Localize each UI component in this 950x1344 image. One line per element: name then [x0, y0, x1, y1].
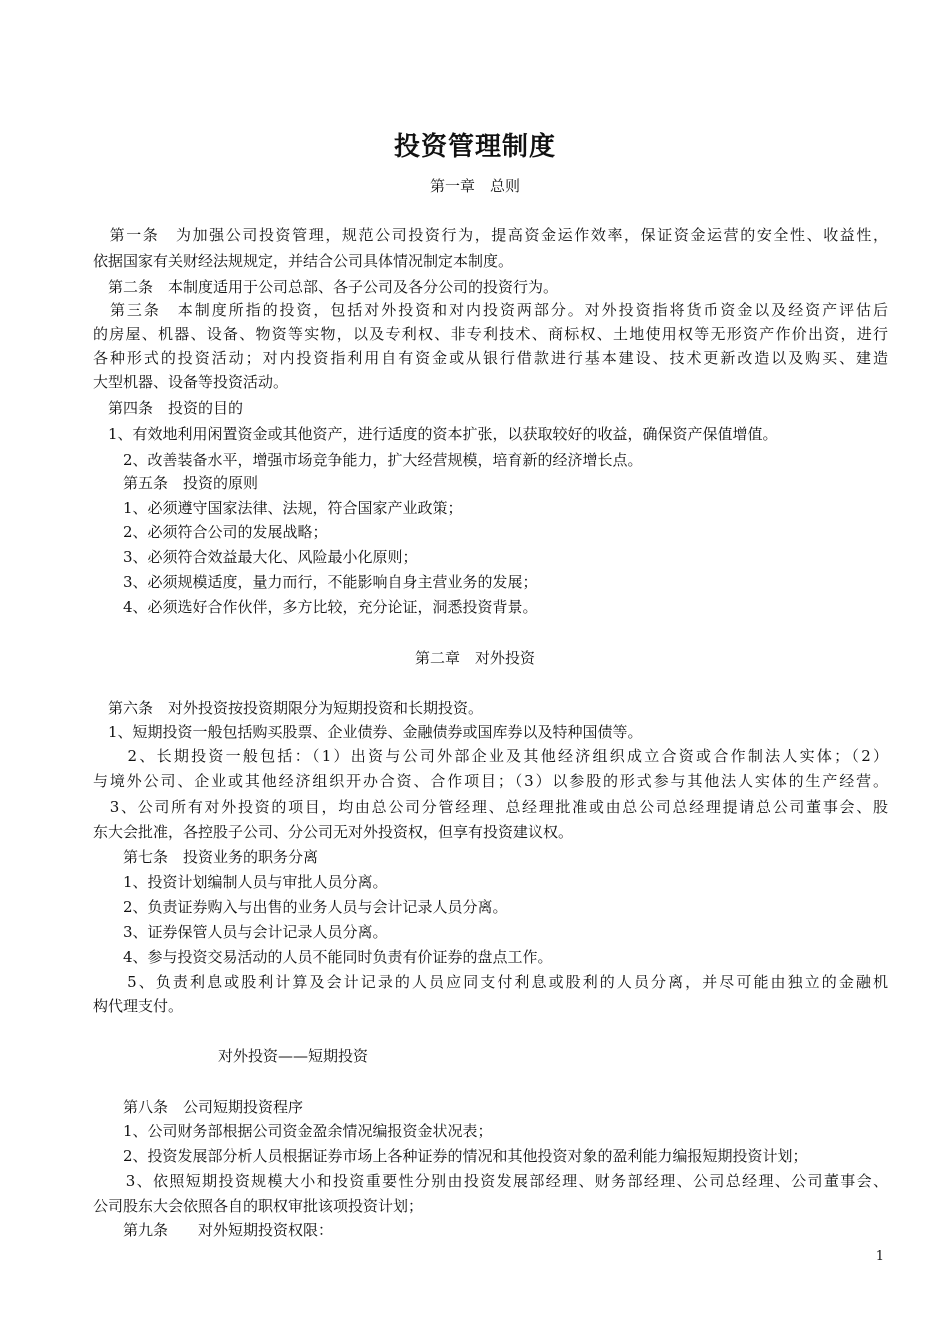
chapter-heading: 第二章 对外投资: [414, 649, 535, 667]
list-item: 2、必须符合公司的发展战略；: [93, 523, 328, 541]
list-item: 2、改善装备水平，增强市场竞争能力，扩大经营规模，培育新的经济增长点。: [93, 451, 643, 469]
paragraph-line: 构代理支付。: [93, 997, 184, 1015]
paragraph-line: 与境外公司、企业或其他经济组织开办合资、合作项目；（3）以参股的形式参与其他法人实体的生产经营。: [93, 772, 888, 790]
section-heading: 对外投资——短期投资: [218, 1047, 369, 1065]
list-item: 4、参与投资交易活动的人员不能同时负责有价证券的盘点工作。: [93, 948, 553, 966]
list-item: 1、投资计划编制人员与审批人员分离。: [93, 873, 388, 891]
paragraph-line: 第一条 为加强公司投资管理，规范公司投资行为，提高资金运作效率，保证资金运营的安全性、收益性，: [93, 226, 888, 244]
paragraph-line: 第二条 本制度适用于公司总部、各子公司及各分公司的投资行为。: [93, 278, 559, 296]
paragraph-line: 依据国家有关财经法规规定，并结合公司具体情况制定本制度。: [93, 252, 514, 270]
paragraph-line: 第八条 公司短期投资程序: [93, 1098, 304, 1116]
paragraph-line: 第四条 投资的目的: [93, 399, 244, 417]
list-item: 1、必须遵守国家法律、法规，符合国家产业政策；: [93, 499, 463, 517]
list-item: 3、必须符合效益最大化、风险最小化原则；: [93, 548, 418, 566]
list-item: 3、证券保管人员与会计记录人员分离。: [93, 923, 388, 941]
paragraph-line: 公司股东大会依照各自的职权审批该项投资计划；: [93, 1197, 424, 1215]
chapter-heading: 第一章 总则: [429, 177, 520, 195]
paragraph-line: 的房屋、机器、设备、物资等实物，以及专利权、非专利技术、商标权、土地使用权等无形资产作价出资，进行: [93, 325, 888, 343]
list-item: 2、负责证券购入与出售的业务人员与会计记录人员分离。: [93, 898, 508, 916]
paragraph-line: 第三条 本制度所指的投资，包括对外投资和对内投资两部分。对外投资指将货币资金以及经资产评估后: [93, 301, 888, 319]
list-item: 3、公司所有对外投资的项目，均由总公司分管经理、总经理批准或由总公司总经理提请总公司董事会、股: [93, 798, 888, 816]
list-item: 2、长期投资一般包括：（1）出资与公司外部企业及其他经济组织成立合资或合作制法人实体；（2）: [93, 747, 888, 765]
list-item: 1、公司财务部根据公司资金盈余情况编报资金状况表；: [93, 1122, 493, 1140]
list-item: 3、依照短期投资规模大小和投资重要性分别由投资发展部经理、财务部经理、公司总经理、公司董事会、: [93, 1172, 888, 1190]
paragraph-line: 第五条 投资的原则: [93, 474, 259, 492]
paragraph-line: 东大会批准，各控股子公司、分公司无对外投资权，但享有投资建议权。: [93, 823, 574, 841]
list-item: 2、投资发展部分析人员根据证券市场上各种证券的情况和其他投资对象的盈利能力编报短期投资计划；: [93, 1147, 808, 1165]
list-item: 1、有效地利用闲置资金或其他资产，进行适度的资本扩张，以获取较好的收益，确保资产保值增值。: [93, 425, 778, 443]
paragraph-line: 各种形式的投资活动；对内投资指利用自有资金或从银行借款进行基本建设、技术更新改造以及购买、建造: [93, 349, 888, 367]
page-number: 1: [875, 1249, 884, 1264]
list-item: 3、必须规模适度，量力而行，不能影响自身主营业务的发展；: [93, 573, 538, 591]
paragraph-line: 第七条 投资业务的职务分离: [93, 848, 319, 866]
list-item: 4、必须选好合作伙伴，多方比较，充分论证，洞悉投资背景。: [93, 598, 538, 616]
document-title: 投资管理制度: [393, 132, 556, 162]
list-item: 1、短期投资一般包括购买股票、企业债券、金融债券或国库券以及特种国债等。: [93, 723, 643, 741]
list-item: 5、负责利息或股利计算及会计记录的人员应同支付利息或股利的人员分离，并尽可能由独立的金融机: [93, 973, 888, 991]
paragraph-line: 第六条 对外投资按投资期限分为短期投资和长期投资。: [93, 699, 484, 717]
paragraph-line: 第九条 对外短期投资权限：: [93, 1221, 334, 1239]
paragraph-line: 大型机器、设备等投资活动。: [93, 373, 289, 391]
